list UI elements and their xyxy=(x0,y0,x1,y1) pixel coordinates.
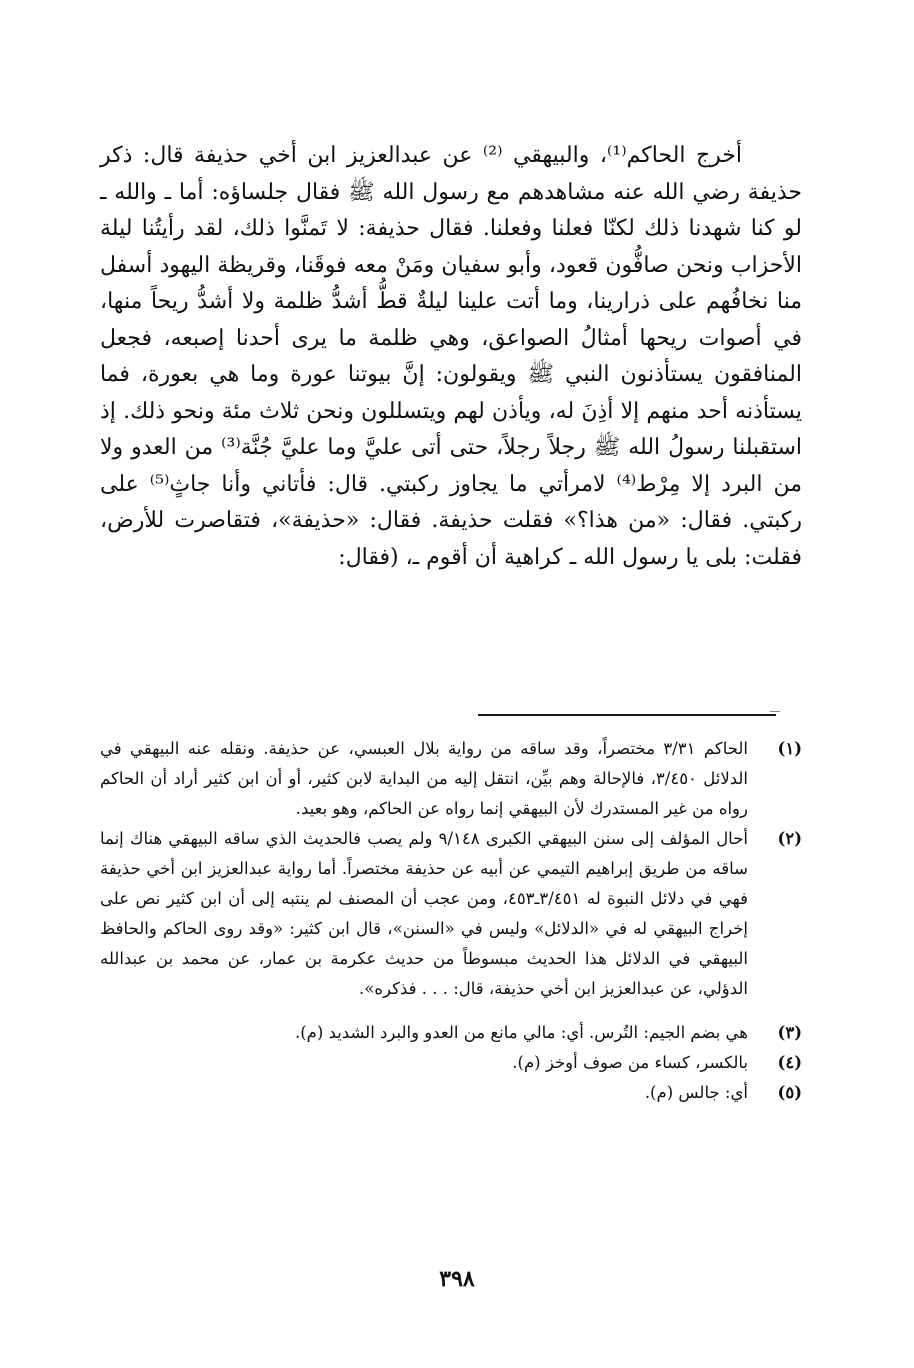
footnote-text: الحاكم ٣/٣١ مختصراً، وقد ساقه من رواية بلال العبسي، عن حذيفة. ونقله عنه البيهقي في الدلائل ٣/٤٥٠، فالإحالة وهم بيِّن، انتقل إليه من البداية لابن كثير، أو أن ابن كثير أراد أن الحاكم رواه من غير المستدرك لأن البيهقي إنما رواه عن الحاكم، وهو بعيد. xyxy=(100,739,748,818)
footnote-text: هي بضم الجيم: التُرس. أي: مالي مانع من العدو والبرد الشديد (م). xyxy=(294,1023,748,1042)
footnote-2 xyxy=(100,824,802,1004)
footnote-3 xyxy=(100,1018,802,1048)
footnotes-section xyxy=(100,734,802,1108)
footnote-text: أحال المؤلف إلى سنن البيهقي الكبرى ٩/١٤٨ ولم يصب فالحديث الذي ساقه البيهقي هناك إنما ساقه من طريق إبراهيم التيمي عن أبيه عن حذيفة مختصراً. أما رواية عبدالعزيز ابن أخي حذيفة فهي في دلائل النبوة له ٣/٤٥١ـ٤٥٣، ومن عجب أن المصنف لم ينتبه إلى أن ابن كثير نص على إخراج البيهقي له في «الدلائل» وليس في «السنن»، قال ابن كثير: «وقد روى الحاكم والحافظ البيهقي في الدلائل هذا الحديث مبسوطاً من حديث عكرمة بن عمار، عن محمد بن عبدالله الدؤلي، عن عبدالعزيز ابن أخي حذيفة، قال: . . . فذكره». xyxy=(100,829,748,998)
footnote-separator xyxy=(478,714,776,716)
footnote-5 xyxy=(100,1078,802,1108)
footnote-number: (٢) xyxy=(777,829,802,848)
footnote-spacer xyxy=(100,1004,802,1018)
main-text-block xyxy=(100,138,802,576)
footnote-4 xyxy=(100,1048,802,1078)
footnote-number: (١) xyxy=(777,739,802,758)
separator-mark xyxy=(770,711,780,712)
footnote-1 xyxy=(100,734,802,824)
footnote-number: (٣) xyxy=(777,1023,802,1042)
footnote-number: (٤) xyxy=(777,1053,802,1072)
footnote-number: (٥) xyxy=(777,1083,802,1102)
main-paragraph: أخرج الحاكم⁽¹⁾، والبيهقي ⁽²⁾ عن عبدالعزيز ابن أخي حذيفة قال: ذكر حذيفة رضي الله عنه مشاهدهم مع رسول الله ﷺ فقال جلساؤه: أما ـ والله ـ لو كنا شهدنا ذلك لكنّا فعلنا وفعلنا. فقال حذيفة: لا تَمنَّوا ذلك، لقد رأيتُنا ليلة الأحزاب ونحن صافُّون قعود، وأبو سفيان ومَنْ معه فوقَنا، وقريظة اليهود أسفل منا نخافُهم على ذرارينا، وما أتت علينا ليلةٌ قطُّ أشدُّ ظلمة ولا أشدُّ ريحاً منها، في أصوات ريحها أمثالُ الصواعق، وهي ظلمة ما يرى أحدنا إصبعه، فجعل المنافقون يستأذنون النبي ﷺ ويقولون: إنَّ بيوتنا عورة وما هي بعورة، فما يستأذنه أحد منهم إلا أذِنَ له، ويأذن لهم ويتسللون ونحن ثلاث مئة ونحو ذلك. إذ استقبلنا رسولُ الله ﷺ رجلاً رجلاً، حتى أتى عليَّ وما عليَّ جُنَّة⁽³⁾ من العدو ولا من البرد إلا مِرْط⁽⁴⁾ لامرأتي ما يجاوز ركبتي. قال: فأتاني وأنا جاثٍ⁽⁵⁾ على ركبتي. فقال: «من هذا؟» فقلت حذيفة. فقال: «حذيفة»، فتقاصرت للأرض، فقلت: بلى يا رسول الله ـ كراهية أن أقوم ـ، (فقال: xyxy=(100,143,802,570)
footnote-text: أي: جالس (م). xyxy=(644,1083,748,1102)
footnote-text: بالكسر، كساء من صوف أوخز (م). xyxy=(512,1053,748,1072)
page-number: ٣٩٨ xyxy=(439,1266,475,1292)
